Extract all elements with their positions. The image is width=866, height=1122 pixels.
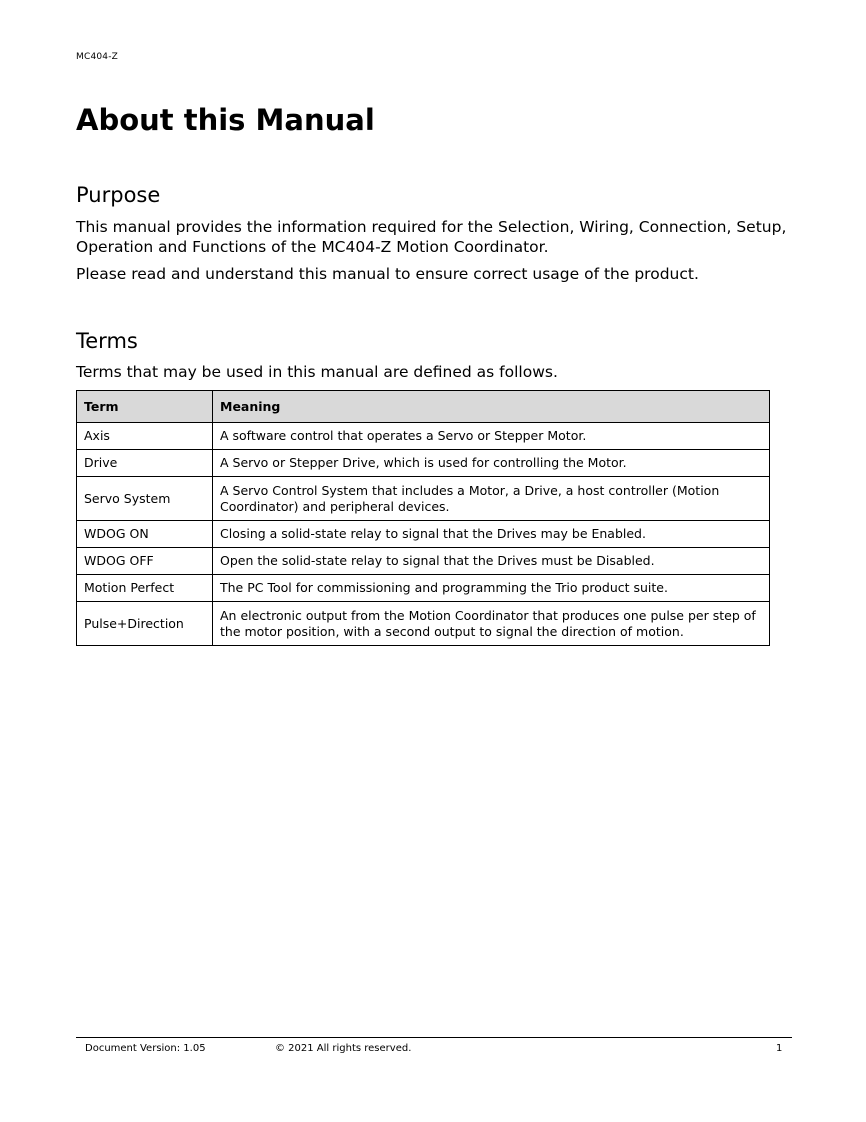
purpose-paragraph: Please read and understand this manual to ensure correct usage of the product. [76, 265, 699, 283]
terms-intro: Terms that may be used in this manual are defined as follows. [76, 363, 558, 381]
term-cell: Drive [77, 450, 213, 477]
meaning-cell: An electronic output from the Motion Coordinator that produces one pulse per step of the motor position, with a second output to signal the direction of motion. [213, 602, 770, 646]
table-row [77, 602, 770, 646]
meaning-cell: The PC Tool for commissioning and programming the Trio product suite. [213, 575, 770, 602]
term-cell: Servo System [77, 477, 213, 521]
table-row [77, 521, 770, 548]
terms-table [76, 390, 770, 646]
term-cell: Pulse+Direction [77, 602, 213, 646]
purpose-heading: Purpose [76, 183, 161, 207]
table-row [77, 575, 770, 602]
table-header-row [77, 391, 770, 423]
page-title: About this Manual [76, 103, 375, 137]
meaning-cell: A Servo or Stepper Drive, which is used for controlling the Motor. [213, 450, 770, 477]
meaning-cell: Closing a solid-state relay to signal that the Drives may be Enabled. [213, 521, 770, 548]
term-cell: WDOG ON [77, 521, 213, 548]
meaning-cell: A Servo Control System that includes a Motor, a Drive, a host controller (Motion Coordinator) and peripheral devices. [213, 477, 770, 521]
footer-divider [76, 1037, 792, 1038]
table-row [77, 423, 770, 450]
footer-copyright: © 2021 All rights reserved. [275, 1043, 412, 1054]
purpose-paragraph: This manual provides the information required for the Selection, Wiring, Connection, Setup, Operation and Functions of the MC404-Z Motion Coordinator. [76, 218, 787, 256]
meaning-cell: A software control that operates a Servo or Stepper Motor. [213, 423, 770, 450]
table-row [77, 477, 770, 521]
term-cell: Axis [77, 423, 213, 450]
terms-heading: Terms [76, 329, 138, 353]
column-header-meaning: Meaning [213, 391, 770, 423]
term-cell: WDOG OFF [77, 548, 213, 575]
term-cell: Motion Perfect [77, 575, 213, 602]
footer-page-number: 1 [776, 1043, 783, 1054]
table-row [77, 548, 770, 575]
footer-document-version: Document Version: 1.05 [85, 1043, 206, 1054]
column-header-term: Term [77, 391, 213, 423]
table-row [77, 450, 770, 477]
meaning-cell: Open the solid-state relay to signal that the Drives must be Disabled. [213, 548, 770, 575]
document-code: MC404-Z [76, 52, 119, 62]
